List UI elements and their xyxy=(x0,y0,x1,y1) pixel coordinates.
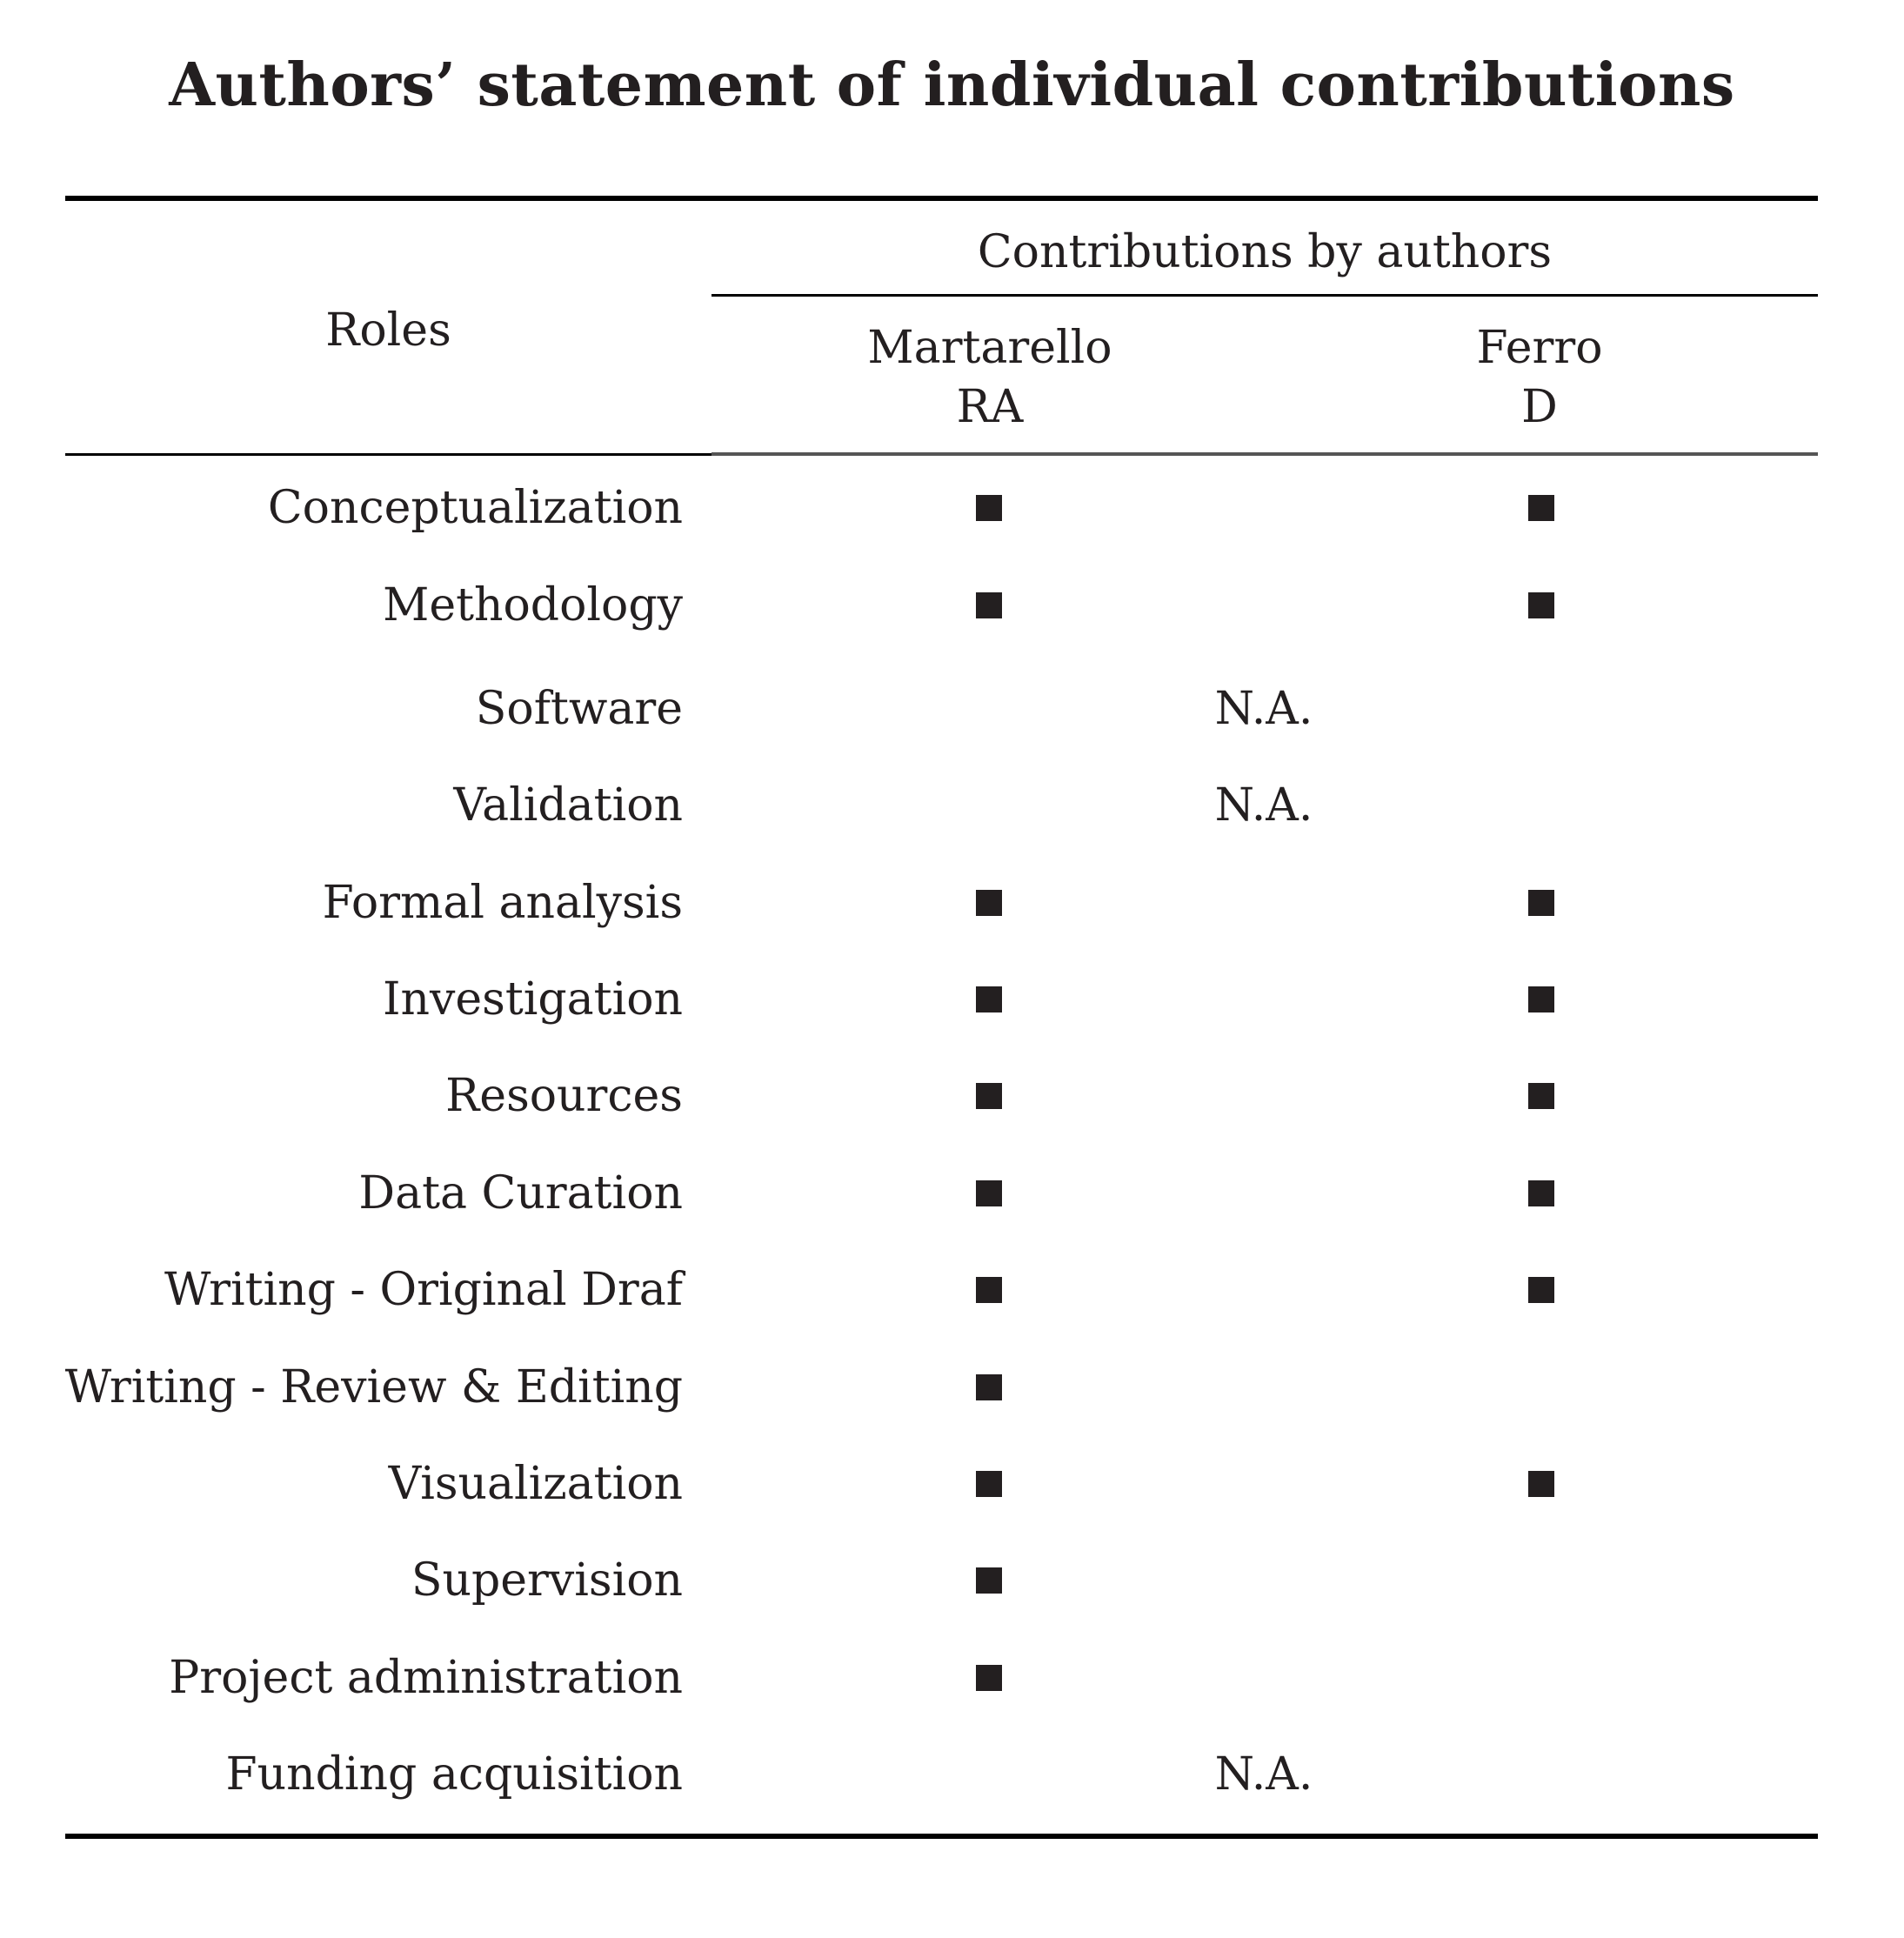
table-row xyxy=(0,1159,1904,1228)
table-row xyxy=(0,571,1904,640)
role-label: Data Curation xyxy=(358,1167,683,1220)
contribution-mark-martarello xyxy=(976,592,1002,618)
contribution-mark-ferro xyxy=(1528,495,1554,521)
role-label: Validation xyxy=(453,779,683,832)
role-label: Visualization xyxy=(388,1458,683,1510)
contribution-mark-ferro xyxy=(1528,890,1554,916)
table-row xyxy=(0,1740,1904,1809)
table-row xyxy=(0,1643,1904,1713)
author-initials: D xyxy=(1521,381,1558,433)
contribution-mark-martarello xyxy=(976,1277,1002,1303)
role-label: Formal analysis xyxy=(322,877,683,929)
not-applicable-label: N.A. xyxy=(1214,779,1313,832)
role-label: Methodology xyxy=(383,579,683,632)
author-name: Martarello xyxy=(867,322,1112,374)
table-top-rule xyxy=(65,196,1818,201)
table-row xyxy=(0,674,1904,744)
role-label: Software xyxy=(475,683,683,735)
contribution-mark-martarello xyxy=(976,495,1002,521)
contribution-mark-martarello xyxy=(976,890,1002,916)
table-row xyxy=(0,1353,1904,1422)
author-name: Ferro xyxy=(1476,322,1603,374)
contribution-mark-martarello xyxy=(976,1083,1002,1109)
contribution-mark-martarello xyxy=(976,1665,1002,1691)
roles-header: Roles xyxy=(325,304,451,357)
table-row xyxy=(0,1255,1904,1325)
page-title: Authors’ statement of individual contributions xyxy=(169,50,1735,120)
table-bottom-rule xyxy=(65,1834,1818,1839)
role-label: Investigation xyxy=(382,973,683,1026)
contribution-mark-martarello xyxy=(976,1567,1002,1594)
contribution-mark-ferro xyxy=(1528,1471,1554,1497)
not-applicable-label: N.A. xyxy=(1214,1748,1313,1801)
role-label: Writing - Original Draf xyxy=(164,1264,683,1316)
author-header-martarello xyxy=(833,318,1146,437)
table-row xyxy=(0,965,1904,1034)
role-label: Conceptualization xyxy=(267,482,683,534)
contribution-mark-martarello xyxy=(976,1180,1002,1206)
table-row xyxy=(0,473,1904,543)
role-label: Project administration xyxy=(169,1652,683,1704)
contribution-mark-ferro xyxy=(1528,1083,1554,1109)
table-row xyxy=(0,771,1904,840)
contribution-mark-ferro xyxy=(1528,1180,1554,1206)
contribution-mark-martarello xyxy=(976,1374,1002,1400)
not-applicable-label: N.A. xyxy=(1214,683,1313,735)
contribution-mark-ferro xyxy=(1528,986,1554,1012)
header-bottom-rule-left xyxy=(65,453,711,456)
contribution-mark-ferro xyxy=(1528,592,1554,618)
table-row xyxy=(0,1449,1904,1519)
header-bottom-rule-right xyxy=(711,452,1818,456)
table-row xyxy=(0,868,1904,938)
contributions-underline xyxy=(711,294,1818,297)
table-row xyxy=(0,1061,1904,1131)
role-label: Supervision xyxy=(411,1554,683,1607)
author-header-ferro xyxy=(1383,318,1696,437)
table-row xyxy=(0,1546,1904,1615)
role-label: Resources xyxy=(445,1070,683,1122)
role-label: Writing - Review & Editing xyxy=(64,1361,683,1413)
author-initials: RA xyxy=(956,381,1024,433)
contributions-header: Contributions by authors xyxy=(977,226,1553,278)
role-label: Funding acquisition xyxy=(225,1748,683,1801)
contribution-mark-ferro xyxy=(1528,1277,1554,1303)
contribution-mark-martarello xyxy=(976,1471,1002,1497)
contribution-mark-martarello xyxy=(976,986,1002,1012)
